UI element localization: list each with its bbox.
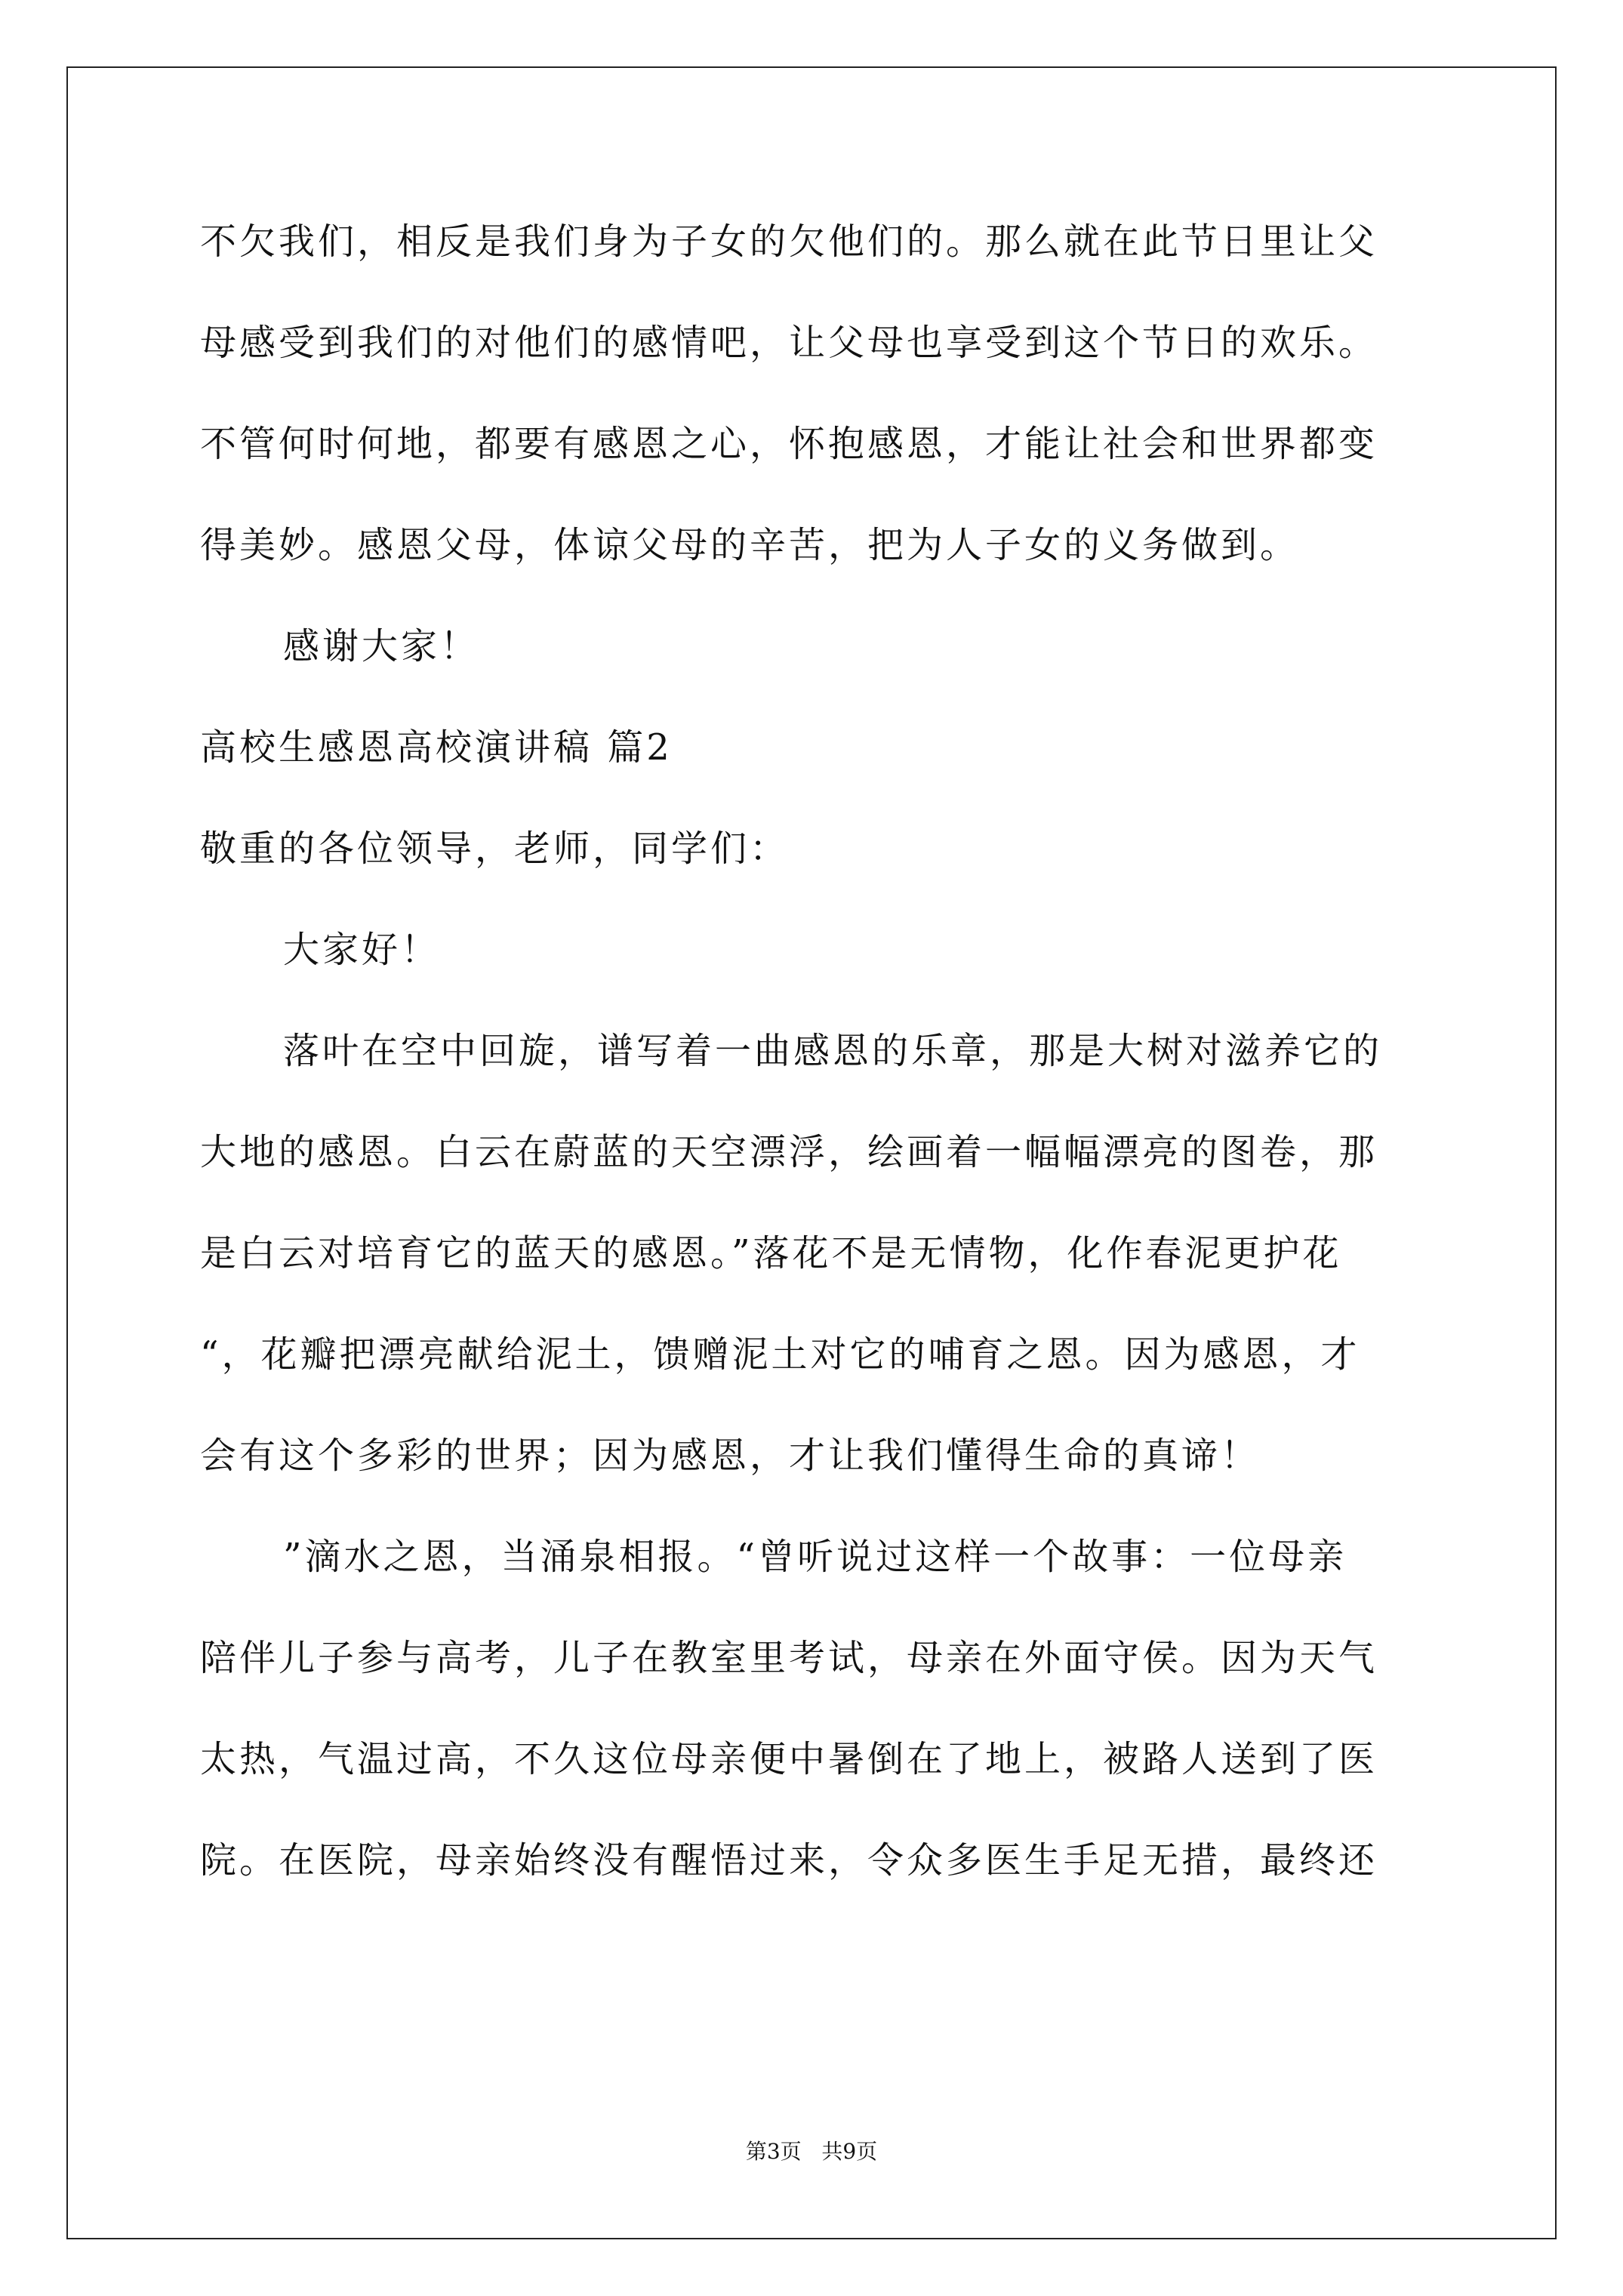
body-line: 大地的感恩。白云在蔚蓝的天空漂浮，绘画着一幅幅漂亮的图卷，那 (200, 1131, 1378, 1173)
body-line: 是白云对培育它的蓝天的感恩。”落花不是无情物，化作春泥更护花 (200, 1232, 1342, 1274)
body-line: “，花瓣把漂亮献给泥土，馈赠泥土对它的哺育之恩。因为感恩，才 (200, 1333, 1360, 1376)
body-line: 母感受到我们的对他们的感情吧，让父母也享受到这个节日的欢乐。 (200, 322, 1378, 364)
page-number-footer: 第3页 共9页 (745, 2139, 878, 2164)
body-line: 得美妙。感恩父母，体谅父母的辛苦，把为人子女的义务做到。 (200, 524, 1300, 566)
greeting-line: 大家好！ (283, 929, 441, 971)
closing-line: 感谢大家！ (283, 625, 480, 667)
body-line: ”滴水之恩，当涌泉相报。“曾听说过这样一个故事：一位母亲 (283, 1536, 1347, 1578)
body-line: 不欠我们，相反是我们身为子女的欠他们的。那么就在此节日里让父 (200, 220, 1378, 263)
body-line: 院。在医院，母亲始终没有醒悟过来，令众多医生手足无措，最终还 (200, 1839, 1378, 1881)
section-heading: 高校生感恩高校演讲稿 篇2 (200, 726, 673, 769)
body-line: 陪伴儿子参与高考，儿子在教室里考试，母亲在外面守侯。因为天气 (200, 1637, 1378, 1679)
body-line: 太热，气温过高，不久这位母亲便中暑倒在了地上，被路人送到了医 (200, 1738, 1378, 1780)
body-line: 会有这个多彩的世界；因为感恩，才让我们懂得生命的真谛！ (200, 1435, 1261, 1477)
body-line: 不管何时何地，都要有感恩之心，怀抱感恩，才能让社会和世界都变 (200, 423, 1378, 465)
body-line: 落叶在空中回旋，谱写着一曲感恩的乐章，那是大树对滋养它的 (283, 1030, 1383, 1072)
salutation-line: 敬重的各位领导，老师，同学们： (200, 827, 790, 870)
